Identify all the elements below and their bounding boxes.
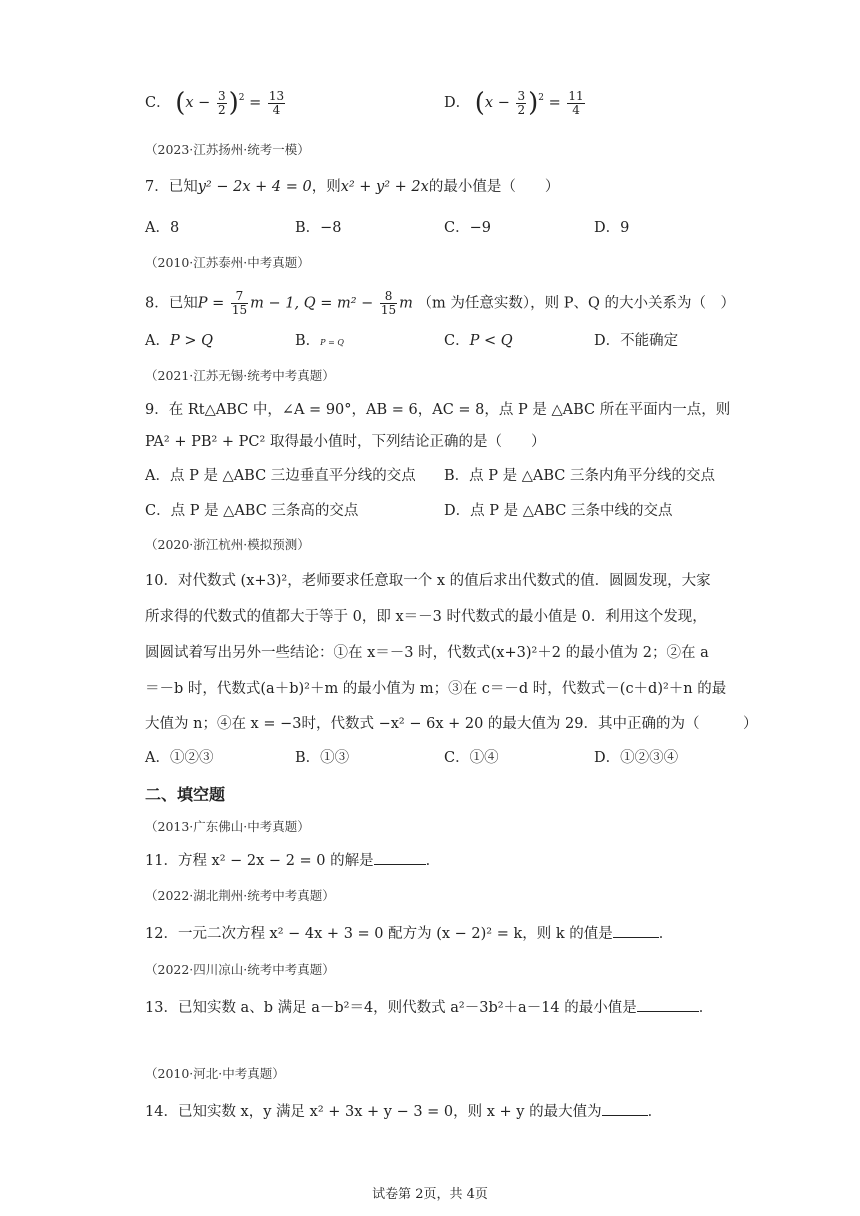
q10-option-b: B．①③ (295, 750, 350, 766)
q7-stem: 7．已知y² − 2x + 4 = 0，则x² + y² + 2x的最小值是（ ） (145, 179, 560, 195)
q10-stem-line5: 大值为 n；④在 x = −3时，代数式 −x² − 6x + 20 的最大值为 29．其中正确的为（ ） (145, 716, 758, 732)
q8-option-d: D．不能确定 (594, 333, 679, 349)
q9-option-c: C．点 P 是 △ABC 三条高的交点 (145, 503, 359, 519)
q10-option-a: A．①②③ (145, 750, 214, 766)
answer-blank[interactable] (602, 1115, 648, 1116)
q10-source: （2020·浙江杭州·模拟预测） (145, 537, 310, 552)
q10-stem-line3: 圆圆试着写出另外一些结论：①在 x＝－3 时，代数式(x+3)²＋2 的最小值为 2；②在 a (145, 645, 709, 661)
option-label: D． (444, 95, 471, 111)
q9-stem-line2: PA² + PB² + PC² 取得最小值时，下列结论正确的是（ ） (145, 434, 546, 450)
answer-blank[interactable] (613, 937, 659, 938)
q8-stem: 8．已知P = $\frac{7}{15}$ m − 1, Q = m² − $\frac{8}{15}$ m （m 为任意实数），则 P、Q 的大小关系为（ ） (145, 289, 736, 317)
answer-blank[interactable] (637, 1011, 699, 1012)
q12-source: （2022·湖北荆州·统考中考真题） (145, 888, 335, 903)
q9-source: （2021·江苏无锡·统考中考真题） (145, 368, 335, 383)
fraction: $\frac{13}{4}$ (268, 88, 285, 117)
q6-option-d: D． (x − $\frac{3}{2}$ )$^2$ = $\frac{11}{4}$ (444, 88, 584, 118)
q6-option-c: C． (x − $\frac{3}{2}$ )$^2$ = $\frac{13}{4}$ (145, 88, 285, 118)
answer-blank[interactable] (374, 864, 426, 865)
q7-option-b: B．−8 (295, 220, 342, 236)
q9-stem-line1: 9．在 Rt△ABC 中，∠A = 90°，AB = 6，AC = 8，点 P 是 △ABC 所在平面内一点，则 (145, 402, 731, 418)
q13-stem: 13．已知实数 a、b 满足 a－b²＝4，则代数式 a²－3b²＋a－14 的最小值是 ． (145, 1000, 714, 1016)
q10-stem-line4: ＝－b 时，代数式(a＋b)²＋m 的最小值为 m；③在 c＝－d 时，代数式－(c＋d)²＋n 的最 (145, 681, 727, 697)
q14-source: （2010·河北·中考真题） (145, 1066, 285, 1081)
q9-option-a: A．点 P 是 △ABC 三边垂直平分线的交点 (145, 468, 416, 484)
q7-source: （2023·江苏扬州·统考一模） (145, 142, 310, 157)
q12-stem: 12．一元二次方程 x² − 4x + 3 = 0 配方为 (x − 2)² = k，则 k 的值是 ． (145, 926, 674, 942)
q7-option-a: A．8 (145, 220, 180, 236)
option-label: C． (145, 95, 171, 111)
q10-stem-line1: 10．对代数式 (x+3)²，老师要求任意取一个 x 的值后求出代数式的值．圆圆发现，大家 (145, 573, 711, 589)
q11-source: （2013·广东佛山·中考真题） (145, 819, 310, 834)
fraction: $\frac{3}{2}$ (517, 88, 526, 117)
q13-source: （2022·四川凉山·统考中考真题） (145, 962, 335, 977)
q14-stem: 14．已知实数 x，y 满足 x² + 3x + y − 3 = 0，则 x + y 的最大值为 ． (145, 1104, 663, 1120)
fraction: $\frac{3}{2}$ (217, 88, 226, 117)
fraction: $\frac{11}{4}$ (568, 88, 584, 117)
q8-option-b: B．P = Q (295, 333, 344, 349)
q8-source: （2010·江苏泰州·中考真题） (145, 255, 310, 270)
q10-stem-line2: 所求得的代数式的值都大于等于 0，即 x＝－3 时代数式的最小值是 0．利用这个发现， (145, 609, 707, 625)
q7-option-d: D．9 (594, 220, 630, 236)
q8-option-a: A．P > Q (145, 333, 213, 349)
page-footer: 试卷第 2页，共 4页 (372, 1187, 488, 1202)
q10-option-c: C．①④ (444, 750, 499, 766)
q9-option-d: D．点 P 是 △ABC 三条中线的交点 (444, 503, 673, 519)
q7-option-c: C．−9 (444, 220, 491, 236)
q10-option-d: D．①②③④ (594, 750, 679, 766)
q11-stem: 11．方程 x² − 2x − 2 = 0 的解是 ． (145, 853, 441, 869)
q9-option-b: B．点 P 是 △ABC 三条内角平分线的交点 (444, 468, 715, 484)
section-heading-fill-in: 二、填空题 (145, 785, 226, 804)
q8-option-c: C．P < Q (444, 333, 513, 349)
